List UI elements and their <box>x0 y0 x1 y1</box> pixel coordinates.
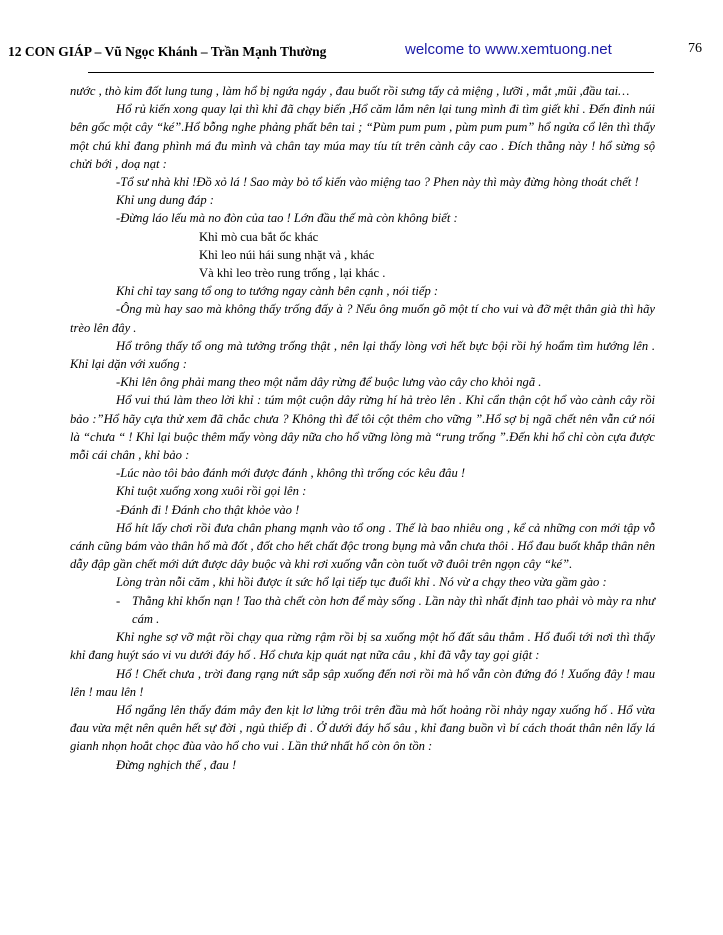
paragraph: Hổ hít lấy chơi rồi đưa chân phang mạnh vào tổ ong . Thế là bao nhiêu ong , kể cả những con mới tập vỗ cánh cũng bám vào thân hổ mà đốt , đốt cho hết chất độc trong bụng mà vẫn chưa thôi . Hổ đau buốt khắp thân nên dẫy đập gần chết mới dứt được dây buộc và khi rơi xuống vẫn còn tuốt vỡ đuôi trên ngọn cây “ké”. <box>70 520 655 572</box>
page-header <box>0 0 723 80</box>
paragraph: Hổ ngẩng lên thấy đám mây đen kịt lơ lửng trôi trên đầu mà hốt hoảng rồi nhảy ngay xuống hố . Hổ vừa đau vừa mệt nên quên hết sự đời , ngủ thiếp đi . Ở dưới đáy hố sâu , khỉ đang buồn vì bí cách thoát thân nên lấy lá gianh nhọn hoắt chọc đùa vào hổ cho vui . Lần thứ nhất hổ còn ôn tồn : <box>70 702 655 754</box>
paragraph: Hổ rủ kiến xong quay lại thì khỉ đã chạy biến ,Hổ căm lắm nên lại tung mình đi tìm giết khỉ . Đến đỉnh núi bên gốc một cây “ké”.Hổ bỗng nghe phảng phất bên tai ; “Pùm pum pum , pùm pum pum” hổ ngửa cổ lên thì thấy một chú khỉ đang phình má đu mình và chân tay múa may tíu tít trên cành cây cao . Đích thằng này ! hổ sừng sộ chửi bới , doạ nạt : <box>70 102 655 171</box>
paragraph: -Ông mù hay sao mà không thấy trống đấy à ? Nếu ông muốn gõ một tí cho vui và đỡ mệt thân già thì hãy trèo lên đây . <box>70 302 655 335</box>
paragraph: -Tổ sư nhà khỉ !Đồ xỏ lá ! Sao mày bỏ tổ kiến vào miệng tao ? Phen này thì mày đừng hòng thoát chết ! <box>116 175 639 190</box>
running-title: 12 CON GIÁP – Vũ Ngọc Khánh – Trần Mạnh Thường <box>8 44 327 59</box>
website-link[interactable]: welcome to www.xemtuong.net <box>405 41 612 58</box>
paragraph: Khỉ chỉ tay sang tổ ong to tướng ngay cành bên cạnh , nói tiếp : <box>116 284 439 299</box>
paragraph: Khỉ tuột xuống xong xuôi rồi gọi lên : <box>116 484 307 499</box>
paragraph: Khỉ nghe sợ vỡ mật rồi chạy qua rừng rậm rồi bị sa xuống một hố đất sâu thẳm . Hổ đuổi tới nơi thì thấy khỉ đang huýt sáo vi vu dưới đáy hố . Hổ chưa kịp quát nạt nữa câu , khỉ đã vẫy tay gọi giật : <box>70 630 655 663</box>
paragraph: -Đánh đi ! Đánh cho thật khỏe vào ! <box>116 502 300 517</box>
dash-marker: - <box>116 593 121 608</box>
header-divider <box>88 72 654 73</box>
paragraph: -Đừng láo lếu mà no đòn của tao ! Lớn đầu thế mà còn không biết : <box>116 211 458 226</box>
paragraph: -Khi lên ông phải mang theo một nắm dây rừng để buộc lưng vào cây cho khỏi ngã . <box>116 375 542 390</box>
paragraph: Đừng nghịch thế , đau ! <box>116 757 237 772</box>
story-body <box>70 82 655 774</box>
paragraph: Hổ trông thấy tổ ong mà tưởng trống thật , nên lại thấy lòng vơi hết bực bội rồi hý hoẩm tìm hướng lên . Khỉ lại dặn với xuống : <box>70 338 655 372</box>
paragraph: -Lúc nào tôi bảo đánh mới được đánh , không thì trống cóc kêu đâu ! <box>116 466 466 481</box>
paragraph: nước , thò kim đốt lung tung , làm hổ bị ngứa ngáy , đau buốt rồi sưng tấy cả miệng , lưỡi , mắt ,mũi ,đầu tai… <box>70 84 630 98</box>
page-number: 76 <box>688 41 702 56</box>
paragraph: Hổ vui thú làm theo lời khỉ : túm một cuộn dây rừng hí hả trèo lên . Khỉ cẩn thận cột hổ vào cành cây rồi bảo :”Hổ hãy cựa thử xem đã chắc chưa ? Không thì để tôi cột thêm cho vững ”.Hổ sợ bị ngã chết nên vẫn cứ nói là “chưa “ ! Khỉ lại buộc thêm mấy vòng dây nữa cho hổ vững lòng mà “rung trống ”.Đến khi hổ chỉ còn cựa được mỗi cái chân , khỉ bảo : <box>70 393 655 463</box>
verse-line: Và khỉ leo trèo rung trống , lại khác . <box>199 266 386 281</box>
paragraph: Khỉ ung dung đáp : <box>116 193 214 208</box>
paragraph <box>70 592 655 628</box>
verse-line: Khỉ leo núi hái sung nhặt vả , khác <box>199 247 375 262</box>
verse-line: Khỉ mò cua bắt ốc khác <box>199 229 319 244</box>
paragraph: Hổ ! Chết chưa , trời đang rạng nứt sắp sập xuống đến nơi rồi mà hổ vẫn còn đứng đó ! Xuống đây ! mau lên ! mau lên ! <box>70 666 655 699</box>
paragraph-text: Thằng khỉ khốn nạn ! Tao thà chết còn hơn để mày sống . Lần này thì nhất định tao phải vò mày ra như cám . <box>132 593 655 626</box>
paragraph: Lòng tràn nỗi căm , khi hồi được ít sức hổ lại tiếp tục đuổi khỉ . Nó vừ a chạy theo vừa gầm gào : <box>116 575 607 590</box>
